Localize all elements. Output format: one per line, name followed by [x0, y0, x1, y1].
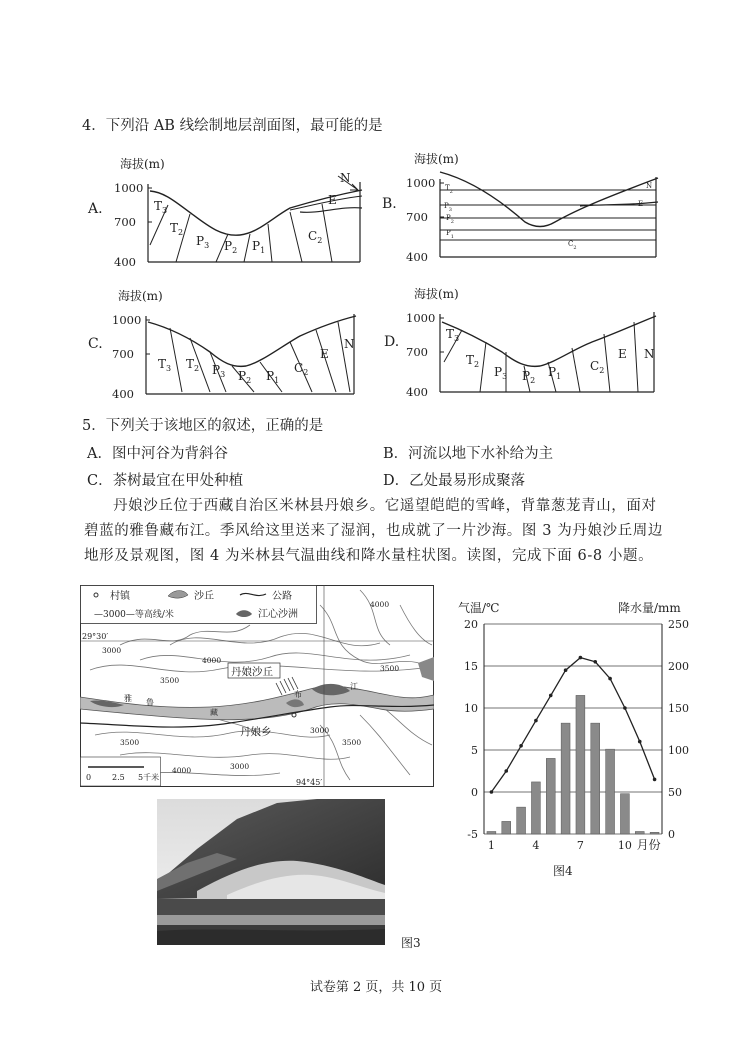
legend-sandbar: 江心沙洲 [258, 609, 298, 620]
stratum-label: $P_3$ [444, 202, 452, 213]
longitude-label: 94°45′ [296, 778, 323, 787]
right-tick-label: 50 [668, 786, 682, 799]
stratum-label: $T_3$ [158, 357, 172, 373]
stratum-label: $T_3$ [154, 199, 168, 215]
profile-option-d[interactable] [384, 286, 656, 399]
stratum-label: $T_3$ [446, 327, 460, 343]
x-tick-label: 7 [576, 839, 584, 852]
q5-option-c[interactable]: C．茶树最宜在甲处种植 [87, 473, 244, 489]
y-tick-label: 400 [114, 255, 136, 269]
stratum-label: N [344, 337, 355, 351]
stratum-label: $P_2$ [446, 214, 454, 225]
temperature-point [593, 660, 597, 664]
precip-bar [531, 782, 540, 834]
stratum-label: $P_1$ [446, 229, 454, 240]
left-tick-label: 15 [464, 660, 478, 673]
y-tick-label: 700 [406, 345, 428, 359]
temperature-point [534, 719, 538, 723]
profile-option-c[interactable] [88, 288, 356, 401]
stratum-label: E [320, 347, 329, 361]
y-tick-label: 700 [112, 347, 134, 361]
left-tick-label: 5 [471, 744, 478, 757]
stratum-label: $P_2$ [522, 369, 536, 385]
y-axis-title: 海拔(m) [414, 287, 459, 301]
y-tick-label: 1000 [114, 181, 144, 195]
contour-label: 3000 [102, 646, 122, 655]
y-tick-label: 1000 [112, 313, 142, 327]
climate-chart [440, 588, 740, 860]
legend-village: 村镇 [110, 591, 130, 602]
left-tick-label: 0 [471, 786, 478, 799]
right-tick-label: 100 [668, 744, 689, 757]
stratum-label: $T_2$ [186, 357, 200, 373]
temperature-point [564, 668, 568, 672]
precip-bar [561, 723, 570, 834]
stratum-label: $T_2$ [170, 221, 184, 237]
stratum-label: E [618, 347, 627, 361]
contour-label: 3000 [230, 762, 250, 771]
y-axis-title: 海拔(m) [120, 157, 165, 171]
precip-bar [650, 832, 659, 834]
stratum-label: $C_2$ [294, 361, 309, 377]
contour-label: 4000 [172, 766, 192, 775]
y-tick-label: 700 [406, 210, 428, 224]
precip-bar [502, 821, 511, 834]
temperature-point [653, 778, 657, 782]
q4-stem: 4．下列沿 AB 线绘制地层剖面图，最可能的是 [82, 118, 383, 134]
contour-label: 3500 [380, 664, 400, 673]
river-label: 雅 [124, 694, 132, 703]
fig3-caption: 图3 [401, 936, 421, 950]
stratum-label: $P_2$ [224, 239, 238, 255]
stratum-label: $C_2$ [308, 229, 323, 245]
precip-bar [546, 758, 555, 834]
q5-option-a[interactable]: A．图中河谷为背斜谷 [87, 446, 228, 462]
stratum-label: $T_2$ [445, 184, 453, 195]
stratum-label: $P_2$ [238, 369, 252, 385]
precip-bar [635, 831, 644, 834]
option-label: A. [88, 201, 103, 217]
stratum-label: E [328, 193, 337, 207]
y-axis-title: 海拔(m) [414, 152, 459, 166]
stratum-label: $P_1$ [252, 239, 266, 255]
right-tick-label: 0 [668, 828, 675, 841]
contour-label: 4000 [202, 656, 222, 665]
temperature-point [608, 677, 612, 681]
place-town: 丹娘乡 [240, 726, 272, 738]
stratum-label: $C_2$ [590, 359, 605, 375]
topo-map [80, 585, 434, 787]
contour-label: 3000 [310, 726, 330, 735]
fig4-caption: 图4 [553, 864, 573, 878]
scale-tick: 0 [86, 773, 92, 782]
stratum-label: $T_2$ [466, 353, 480, 369]
right-tick-label: 200 [668, 660, 689, 673]
left-axis-title: 气温/℃ [458, 601, 500, 615]
precip-bar [487, 831, 496, 834]
place-dune: 丹娘沙丘 [231, 666, 273, 678]
legend-dune: 沙丘 [194, 591, 214, 602]
temperature-point [519, 744, 523, 748]
q5-stem: 5．下列关于该地区的叙述，正确的是 [82, 418, 324, 434]
page-footer: 试卷第 2 页，共 10 页 [309, 980, 443, 995]
contour-label: 3500 [120, 738, 140, 747]
temperature-point [579, 656, 583, 660]
stratum-label: N [644, 347, 655, 361]
right-tick-label: 250 [668, 618, 689, 631]
stratum-label: $P_1$ [266, 369, 280, 385]
stratum-label: $P_3$ [196, 234, 210, 250]
temperature-line [491, 658, 654, 792]
option-label: D. [384, 334, 400, 350]
x-tick-label: 10 [617, 839, 632, 852]
y-axis-title: 海拔(m) [118, 289, 163, 303]
contour-label: 3500 [160, 676, 180, 685]
q5-option-d[interactable]: D．乙处最易形成聚落 [383, 473, 526, 489]
profile-option-a[interactable] [87, 156, 362, 269]
option-label: C. [88, 336, 103, 352]
profile-option-b[interactable] [382, 151, 658, 264]
latitude-label: 29°30′ [82, 632, 109, 641]
legend-contour: —3000—等高线/米 [94, 610, 174, 620]
precip-bar [606, 749, 615, 834]
q5-option-b[interactable]: B．河流以地下水补给为主 [383, 446, 554, 462]
river-label: 藏 [210, 708, 218, 717]
stratum-label: $P_3$ [494, 365, 508, 381]
left-tick-label: 10 [464, 702, 478, 715]
temperature-point [549, 694, 553, 698]
scale-tick: 5千米 [138, 773, 160, 782]
temperature-point [490, 790, 494, 794]
temperature-point [623, 706, 627, 710]
legend-road: 公路 [272, 591, 292, 602]
y-tick-label: 400 [406, 250, 428, 264]
x-axis-title: 月份 [636, 838, 661, 852]
precip-bar [620, 794, 629, 834]
scale-tick: 2.5 [112, 773, 125, 782]
right-axis-title: 降水量/mm [618, 601, 681, 615]
stratum-label: N [646, 182, 653, 190]
y-tick-label: 1000 [406, 176, 436, 190]
river-label: 布 [294, 690, 302, 699]
x-tick-label: 1 [487, 839, 495, 852]
y-tick-label: 400 [112, 387, 134, 401]
stratum-label: $C_2$ [568, 240, 577, 251]
dune-landscape-photo [157, 799, 385, 945]
stratum-label: $P_3$ [212, 363, 226, 379]
river-label: 江 [350, 682, 358, 691]
left-tick-label: -5 [467, 828, 478, 841]
right-tick-label: 150 [668, 702, 689, 715]
y-tick-label: 400 [406, 385, 428, 399]
contour-label: 4000 [370, 600, 390, 609]
river-label: 鲁 [146, 698, 154, 707]
precip-bar [591, 723, 600, 834]
y-tick-label: 700 [114, 215, 136, 229]
contour-label: 3500 [342, 738, 362, 747]
stratum-label: $P_1$ [548, 365, 562, 381]
option-label: B. [382, 196, 397, 212]
y-tick-label: 1000 [406, 311, 436, 325]
precip-bar [517, 807, 526, 834]
passage: 丹娘沙丘位于西藏自治区米林县丹娘乡。它遥望皑皑的雪峰，背靠葱茏青山，面对碧蓝的雅鲁藏布江。季风给这里送来了湿润，也成就了一片沙海。图 3 为丹娘沙丘周边地形及景观图，图 4 为米林县气温曲线和降水量柱状图。读图，完成下面 6-8 小题。 [84, 498, 663, 564]
stratum-label: N [340, 171, 351, 185]
temperature-point [504, 769, 508, 773]
left-tick-label: 20 [464, 618, 478, 631]
x-tick-label: 4 [532, 839, 540, 852]
stratum-label: E [638, 200, 644, 208]
precip-bar [576, 695, 585, 834]
temperature-point [638, 740, 642, 744]
